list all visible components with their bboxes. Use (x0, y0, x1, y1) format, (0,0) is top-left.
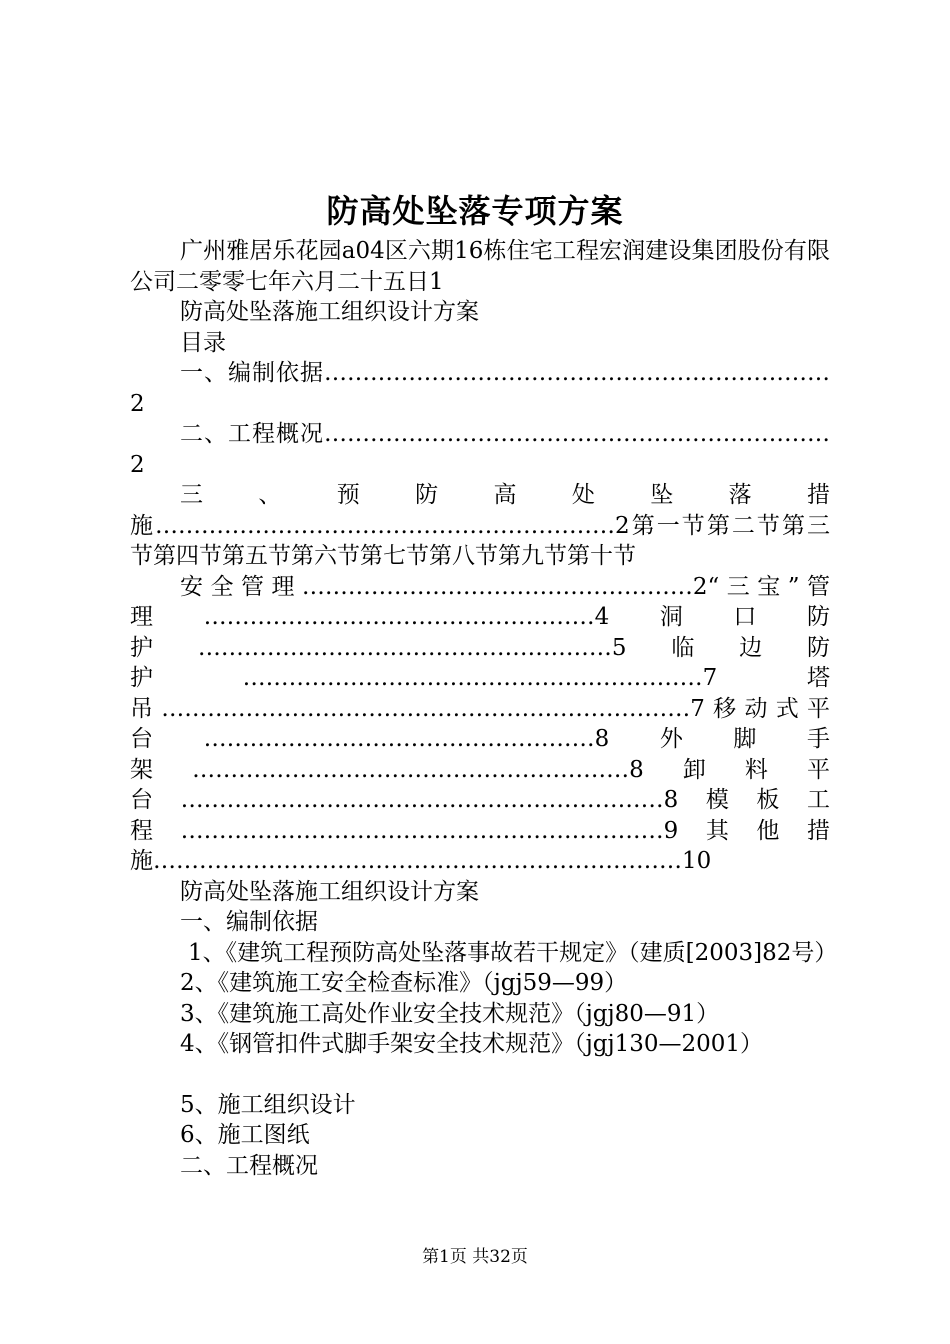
section-plan-heading: 防高处坠落施工组织设计方案 (180, 878, 479, 905)
document-body (130, 236, 838, 1181)
toc-entry-prevention-measures: 三、预防高处坠落措施……………………………………………………2第一节第二节第三节第四节第五节第六节第七节第八节第九节第十节 (130, 482, 830, 569)
project-info-paragraph: 广州雅居乐花园a04区六期16栋住宅工程宏润建设集团股份有限公司二零零七年六月二十五日1 (130, 238, 830, 295)
page-number-footer: 第1页 共32页 (422, 1247, 528, 1267)
toc-entry-compilation-basis: 一、编制依据…………………………………………………………2 (130, 360, 830, 417)
toc-heading: 目录 (180, 329, 226, 356)
basis-item-6: 6、施工图纸 (180, 1122, 310, 1148)
document-title: 防高处坠落专项方案 (326, 192, 624, 230)
basis-item-2: 2、《建筑施工安全检查标准》（jgj59—99） (180, 970, 628, 996)
toc-entry-project-overview: 二、工程概况…………………………………………………………2 (130, 421, 830, 478)
plan-subtitle: 防高处坠落施工组织设计方案 (180, 299, 479, 325)
basis-item-5: 5、施工组织设计 (180, 1091, 356, 1118)
basis-item-3: 3、《建筑施工高处作业安全技术规范》（jgj80—91） (180, 1000, 720, 1027)
toc-entry-sections: 安全管理……………………………………………2“三宝”管理……………………………………………4洞口防护………………………………………………5临边防护……………………………………………………7塔吊……………………………………………………………7移动式平台……………………………………………8外脚手架…………………………………………………8卸料平台………………………………………………………8模板工程………………………………………………………9其他措施……………………………………………………………10 (130, 573, 830, 874)
basis-item-4: 4、《钢管扣件式脚手架安全技术规范》（jgj130—2001） (180, 1031, 764, 1057)
section-heading-compilation-basis: 一、编制依据 (180, 909, 318, 935)
basis-item-1: 1、《建筑工程预防高处坠落事故若干规定》（建质[2003]82号） (188, 939, 838, 966)
section-heading-project-overview: 二、工程概况 (180, 1152, 318, 1179)
